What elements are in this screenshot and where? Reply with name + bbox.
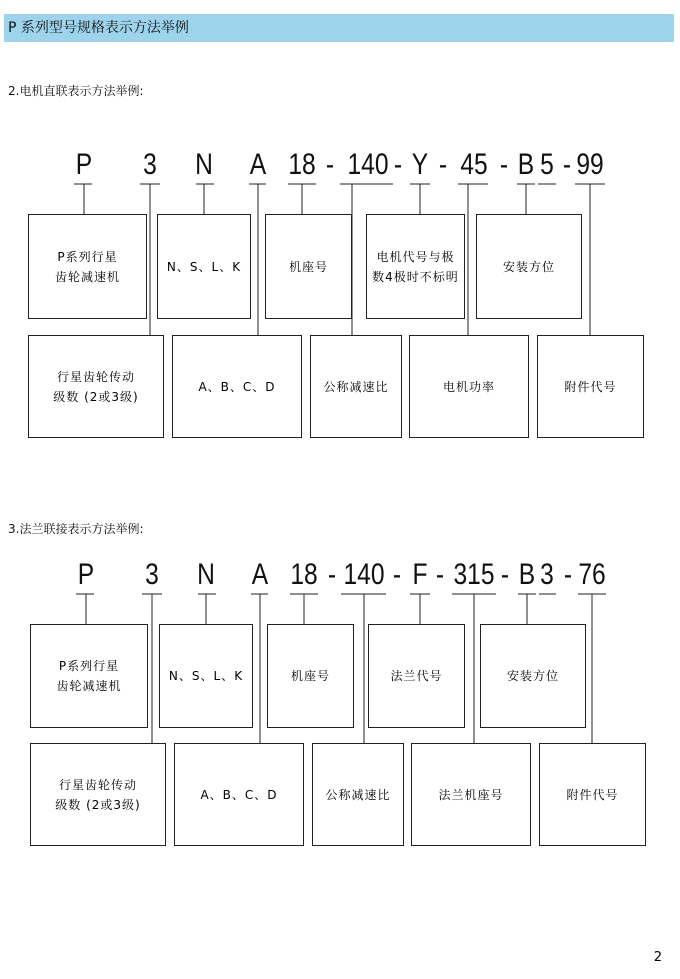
code-char: Y (411, 148, 429, 181)
code-char: B (517, 148, 535, 181)
code-char: 5 (540, 148, 554, 181)
code-char: P (75, 148, 93, 181)
code-char: 140 (347, 148, 389, 181)
page-header-bar (4, 14, 674, 42)
code-char: - (392, 558, 402, 591)
code-char: - (562, 148, 572, 181)
section-3-box-ratio: 公称减速比 (312, 743, 404, 846)
section-3-box-accessory: 附件代号 (539, 743, 646, 846)
code-char: A (249, 148, 267, 181)
code-char: 3 (143, 148, 157, 181)
code-char: - (327, 558, 337, 591)
code-char: P (77, 558, 95, 591)
code-char: 76 (578, 558, 606, 591)
code-char: F (412, 558, 428, 591)
section-2-title: 2.电机直联表示方法举例: (8, 84, 144, 98)
section-3-box-mounting: 安装方位 (480, 624, 586, 728)
section-3-box-series: P系列行星 齿轮减速机 (30, 624, 148, 728)
code-char: - (325, 148, 335, 181)
code-char: - (435, 558, 445, 591)
section-3-box-flange-code: 法兰代号 (368, 624, 465, 728)
section-2-box-series: P系列行星 齿轮减速机 (28, 214, 147, 319)
section-3-box-abcd: A、B、C、D (174, 743, 304, 846)
section-2-box-motor-code: 电机代号与极 数4极时不标明 (366, 214, 465, 319)
section-3-box-frame-size: 机座号 (267, 624, 354, 728)
section-2-box-stages: 行星齿轮传动 级数 (2或3级) (28, 335, 164, 438)
code-char: 3 (540, 558, 554, 591)
code-char: N (197, 558, 215, 591)
code-char: N (195, 148, 213, 181)
section-2-box-abcd: A、B、C、D (172, 335, 302, 438)
code-char: 18 (290, 558, 318, 591)
code-char: 45 (460, 148, 488, 181)
section-2-box-motor-power: 电机功率 (409, 335, 529, 438)
code-char: - (500, 558, 510, 591)
section-3-box-flange-frame: 法兰机座号 (411, 743, 531, 846)
section-2-box-accessory: 附件代号 (537, 335, 644, 438)
code-char: - (563, 558, 573, 591)
code-char: B (518, 558, 536, 591)
code-char: - (438, 148, 448, 181)
section-2-box-mounting: 安装方位 (476, 214, 582, 319)
code-char: 140 (343, 558, 385, 591)
code-char: 18 (288, 148, 316, 181)
code-char: - (393, 148, 403, 181)
section-2-box-type: N、S、L、K (157, 214, 251, 319)
section-3-title: 3.法兰联接表示方法举例: (8, 522, 144, 536)
page-header-title: P 系列型号规格表示方法举例 (8, 20, 189, 36)
code-char: 315 (453, 558, 495, 591)
code-char: 99 (576, 148, 604, 181)
code-char: 3 (145, 558, 159, 591)
section-3-box-type: N、S、L、K (159, 624, 253, 728)
section-2-box-frame-size: 机座号 (265, 214, 352, 319)
code-char: A (251, 558, 269, 591)
page-number: 2 (653, 950, 662, 965)
code-char: - (499, 148, 509, 181)
section-2-box-ratio: 公称减速比 (310, 335, 402, 438)
section-3-box-stages: 行星齿轮传动 级数 (2或3级) (30, 743, 166, 846)
